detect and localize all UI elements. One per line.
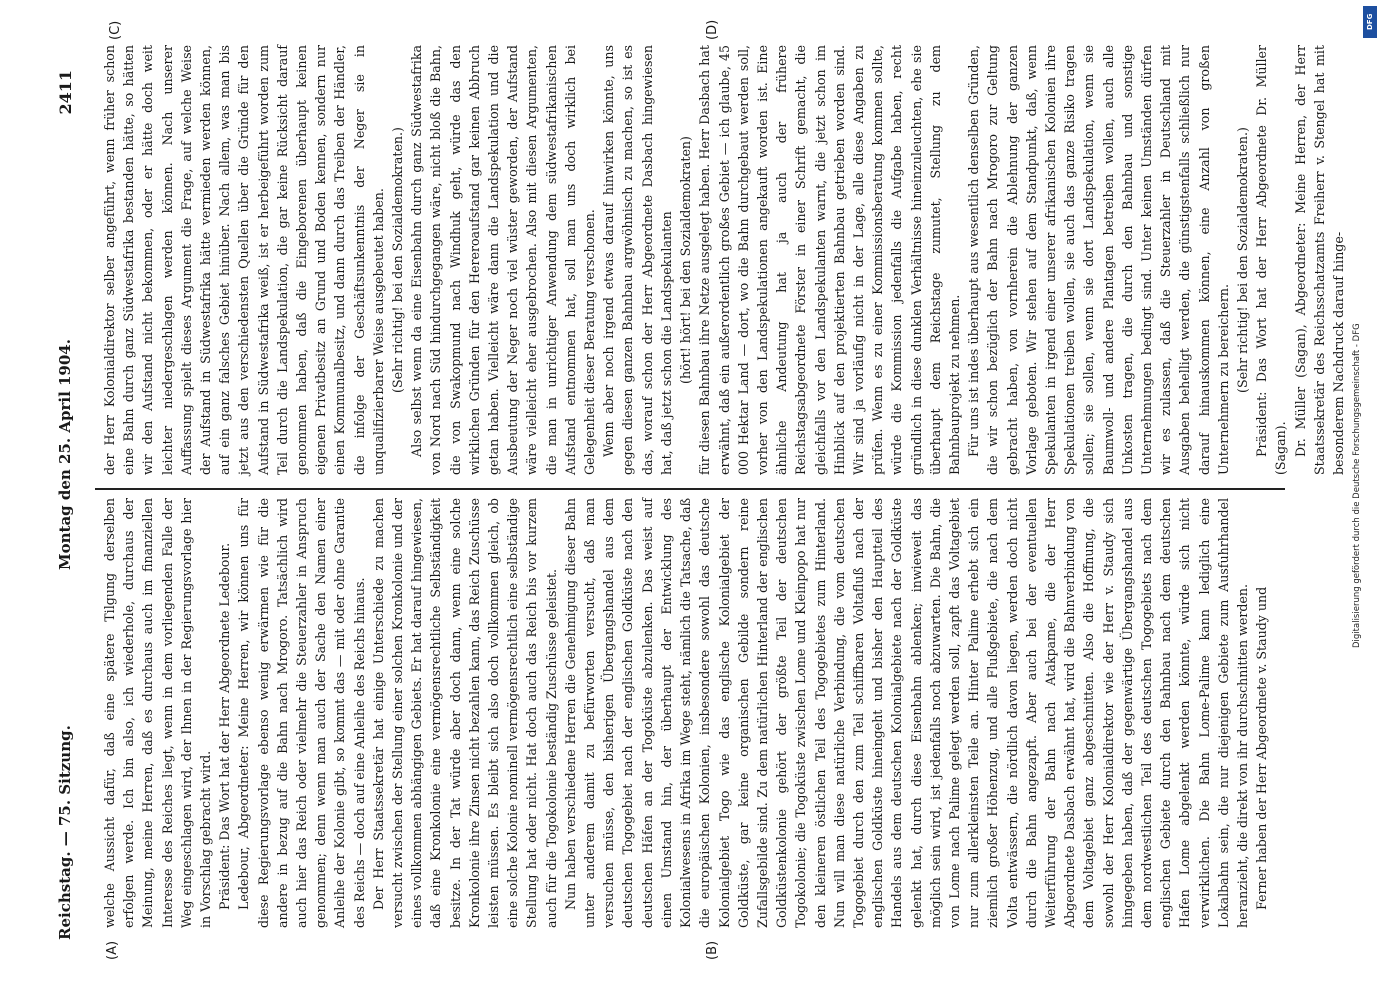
paragraph-speaker: Präsident: Das Wort hat der Herr Abgeordnete Dr. Müller (Sagan). [1254,45,1289,475]
dfg-logo: DFG [1363,6,1377,38]
margin-marker-c: (C) [108,20,123,40]
paragraph: der Herr Kolonialdirektor selber angeführt, wenn früher schon eine Bahn durch ganz Südwestafrika bestanden hätte, so hätten wir den Aufstand nicht bekommen, oder er hätte doch weit leichter niedergeschlagen werden können. Nach unserer Auffassung spielt dieses Argument die Frage, auf welche Weise der Aufstand in Südwestafrika hätte vermieden werden können, auf ein ganz falsches Gebiet hinüber. Nach allem, was man bis jetzt aus den verschiedensten Quellen über die Gründe für den Aufstand in Südwestafrika weiß, ist er herbeigeführt worden zum Teil durch die Landspekulation, die gar keine Rücksicht darauf genommen haben, daß die Eingeborenen überhaupt keinen eigenen Privatbesitz an Grund und Boden kennen, sondern nur einen Kommunalbesitz, und dann durch das Treiben der Händler, die infolge der Geschäftsunkenntnis der Neger sie in unqualifizierbarer Weise ausgebeutet haben. [102,45,386,475]
text-column-left [100,498,1300,928]
digitization-stamp: Digitalisierung gefördert durch die Deutsche Forschungsgemeinschaft - DFG [1352,323,1362,648]
page-header [52,30,82,970]
paragraph: Der Herr Staatssekretär hat einige Unterschiede zu machen versucht zwischen der Stellung einer solchen Kronkolonie und der eines vollkommen abhängigen Gebiets. Er hat darauf hingewiesen, daß eine Kronkolonie eine vermögensrechtliche Selbständigkeit besitze. In der Tat würde aber doch dann, wenn eine solche Kronkolonie ihre Zinsen nicht bezahlen kann, das Reich Zuschüsse leisten müssen. Es bleibt sich also doch vollkommen gleich, ob eine solche Kolonie nominell vermögensrechtlich eine selbständige Stellung hat oder nicht. Hat doch auch das Reich bis vor kurzem auch für die Togokolonie beständig Zuschüsse geleistet. [370,498,559,928]
paragraph-speech: Ledebour, Abgeordneter: Meine Herren, wir können uns für diese Regierungsvorlage ebenso wenig erwärmen wie für die andere in bezug auf die Bahn nach Mrogoro. Tatsächlich wird auch hier das Reich oder vielmehr die Steuerzahler in Anspruch genommen; denn wenn man auch der Sache den Namen einer Anleihe der Kolonie gibt, so kommt das — mit oder ohne Garantie des Reichs — doch auf eine Anleihe des Reichs hinaus. [236,498,367,928]
margin-marker-d: (D) [705,19,720,40]
paragraph: Nun haben verschiedene Herren die Genehmigung dieser Bahn unter anderem damit zu befürworten versucht, daß man versuchen müsse, den bisherigen Übergangshandel aus dem deutschen Togogebiet nach der englischen Goldküste nach den deutschen Häfen an der Togoküste abzulenken. Das weist auf einen Umstand hin, der überhaupt der Entwicklung des Kolonialwesens in Afrika im Wege steht, nämlich die Tatsache, daß die europäischen Kolonien, insbesondere sowohl das deutsche Kolonialgebiet Togo wie das englische Kolonialgebiet der Goldküste, gar keine organischen Gebilde sondern reine Zufallsgebilde sind. Zu dem natürlichen Hinterland der englischen Goldküstenkolonie gehört der größte Teil der deutschen Togokolonie; die Togoküste zwischen Lome und Kleinpopo hat nur den kleineren östlichen Teil des Togogebietes zum Hinterland. Nun will man diese natürliche Verbindung, die vom deutschen Togogebiet durch den zum Teil schiffbaren Voltafluß nach der englischen Goldküste hineingeht und bisher den Hauptteil des Handels aus dem deutschen Kolonialgebiete nach der Goldküste gelenkt hat, durch diese Eisenbahn ablenken; inwieweit das möglich sein wird, ist jedenfalls noch abzuwarten. Die Bahn, die von Lome nach Palime gelegt werden soll, zapft das Voltagebiet nur zum allerkleinsten Teile an. Hinter Palime erhebt sich ein ziemlich großer Höhenzug, und alle Flußgebiete, die nach dem Volta entwässern, die nördlich davon liegen, werden doch nicht durch die Bahn angezapft. Aber auch bei der eventuellen Weiterführung der Bahn nach Atakpame, die der Herr Abgeordnete Dasbach erwähnt hat, wird die Bahnverbindung von dem Voltagebiet ganz abgeschnitten. Also die Hoffnung, die sowohl der Herr Kolonialdirektor wie der Herr v. Staudy sich hingegeben haben, daß der gegenwärtige Übergangshandel aus dem nordwestlichen Teil des deutschen Togogebiets nach dem englischen Gebiete durch den Bahnbau nach dem deutschen Hafen Lome abgelenkt werden könnte, würde sich nicht verwirklichen. Die Bahn Lome-Palime kann lediglich eine Lokalbahn sein, die nur diejenigen Gebiete zum Ausfuhrhandel heranzieht, die direkt von ihr durchschnitten werden. [562,498,1250,928]
paragraph: für diesen Bahnbau ihre Netze ausgelegt haben. Herr Dasbach hat erwähnt, daß ein außerordentlich großes Gebiet — ich glaube, 45 000 Hektar Land — dort, wo die Bahn durchgebaut werden soll, vorher von den Landspekulationen angekauft worden ist. Eine ähnliche Andeutung hat ja auch der frühere Reichstagsabgeordnete Förster in einer Schrift gemacht, die gleichfalls vor den Landspekulanten warnt, die jetzt schon im Hinblick auf den projektierten Bahnbau getrieben worden sind. Wir sind ja vorläufig nicht in der Lage, alle diese Angaben zu prüfen. Wenn es zu einer Kommissionsberatung kommen sollte, würde die Kommission jedenfalls die Aufgabe haben, recht gründlich in diese dunklen Verhältnisse hineinzuleuchten, ehe sie überhaupt dem Reichstage zumutet, Stellung zu dem Bahnbauprojekt zu nehmen. [697,45,962,475]
paragraph-speaker: Präsident: Das Wort hat der Herr Abgeordnete Ledebour. [217,542,233,910]
column-divider [95,489,1285,491]
paragraph: Für uns ist indes überhaupt aus wesentlich denselben Gründen, die wir schon bezüglich der Bahn nach Mrogoro zur Geltung gebracht haben, von vornherein die Ablehnung der ganzen Vorlage geboten. Wir stehen auf dem Standpunkt, daß, wenn Spekulanten in irgend einer unserer afrikanischen Kolonien ihre Spekulationen treiben wollen, sie auch das ganze Risiko tragen sollen; sie sollen, wenn sie dort Landspekulation, wenn sie Baumwoll- und andere Plantagen betreiben wollen, auch alle Unkosten tragen, die durch den Bahnbau und sonstige Unternehmungen bedingt sind. Unter keinen Umständen dürfen wir es zulassen, daß die Steuerzahler in Deutschland mit Ausgaben behelligt werden, die günstigstenfalls schließlich nur darauf hinauskommen können, eine Anzahl von großen Unternehmern zu bereichern. [966,45,1231,475]
paragraph: Ferner haben der Herr Abgeordnete v. Staudy und [1254,586,1270,910]
text-column-right [100,45,1346,475]
header-date: Montag den 25. April 1904. [56,339,74,570]
paragraph: welche Aussicht dafür, daß eine spätere Tilgung derselben erfolgen werde. Ich bin also, ich wiederhole, durchaus der Meinung, meine Herren, daß es durchaus auch im finanziellen Interesse des Reiches liegt, wenn in dem vorliegenden Falle der Weg eingeschlagen wird, der Ihnen in der Regierungsvorlage hier in Vorschlag gebracht wird. [102,498,214,928]
paragraph: Wenn aber noch irgend etwas darauf hinwirken könnte, uns gegen diesen ganzen Bahnbau argwöhnisch zu machen, so ist es das, worauf schon der Herr Abgeordnete Dasbach hingewiesen hat, daß jetzt schon die Landspekulanten [601,45,674,475]
margin-marker-a: (A) [105,940,120,960]
paragraph-speech: Dr. Müller (Sagan), Abgeordneter: Meine Herren, der Herr Staatssekretär des Reichsschatzamts Freiherr v. Stengel hat mit besonderem Nachdruck darauf hinge- [1292,45,1346,475]
page-number: 2411 [56,70,75,115]
interjection: (hört! hört! bei den Sozialdemokraten) [678,136,694,384]
paragraph: Also selbst wenn da eine Eisenbahn durch ganz Südwestafrika von Nord nach Süd hindurchgegangen wäre, nicht bloß die Bahn, die von Swakopmund nach Windhuk geht, würde das den wirklichen Gründen für den Hereroaufstand gar keinen Abbruch getan haben. Vielleicht wäre dann die Landspekulation und die Ausbeutung der Neger noch viel wüster geworden, der Aufstand wäre vielleicht eher ausgebrochen. Also mit diesen Argumenten, die man in unrichtiger Anwendung dem südwestafrikanischen Aufstand entnommen hat, soll man uns doch wirklich bei Gelegenheit dieser Beratung verschonen. [409,45,598,475]
header-session: Reichstag. — 75. Sitzung. [56,725,74,940]
interjection: (Sehr richtig! bei den Sozialdemokraten.) [390,127,406,393]
margin-marker-b: (B) [705,940,720,960]
interjection: (Sehr richtig! bei den Sozialdemokraten.) [1234,127,1250,393]
